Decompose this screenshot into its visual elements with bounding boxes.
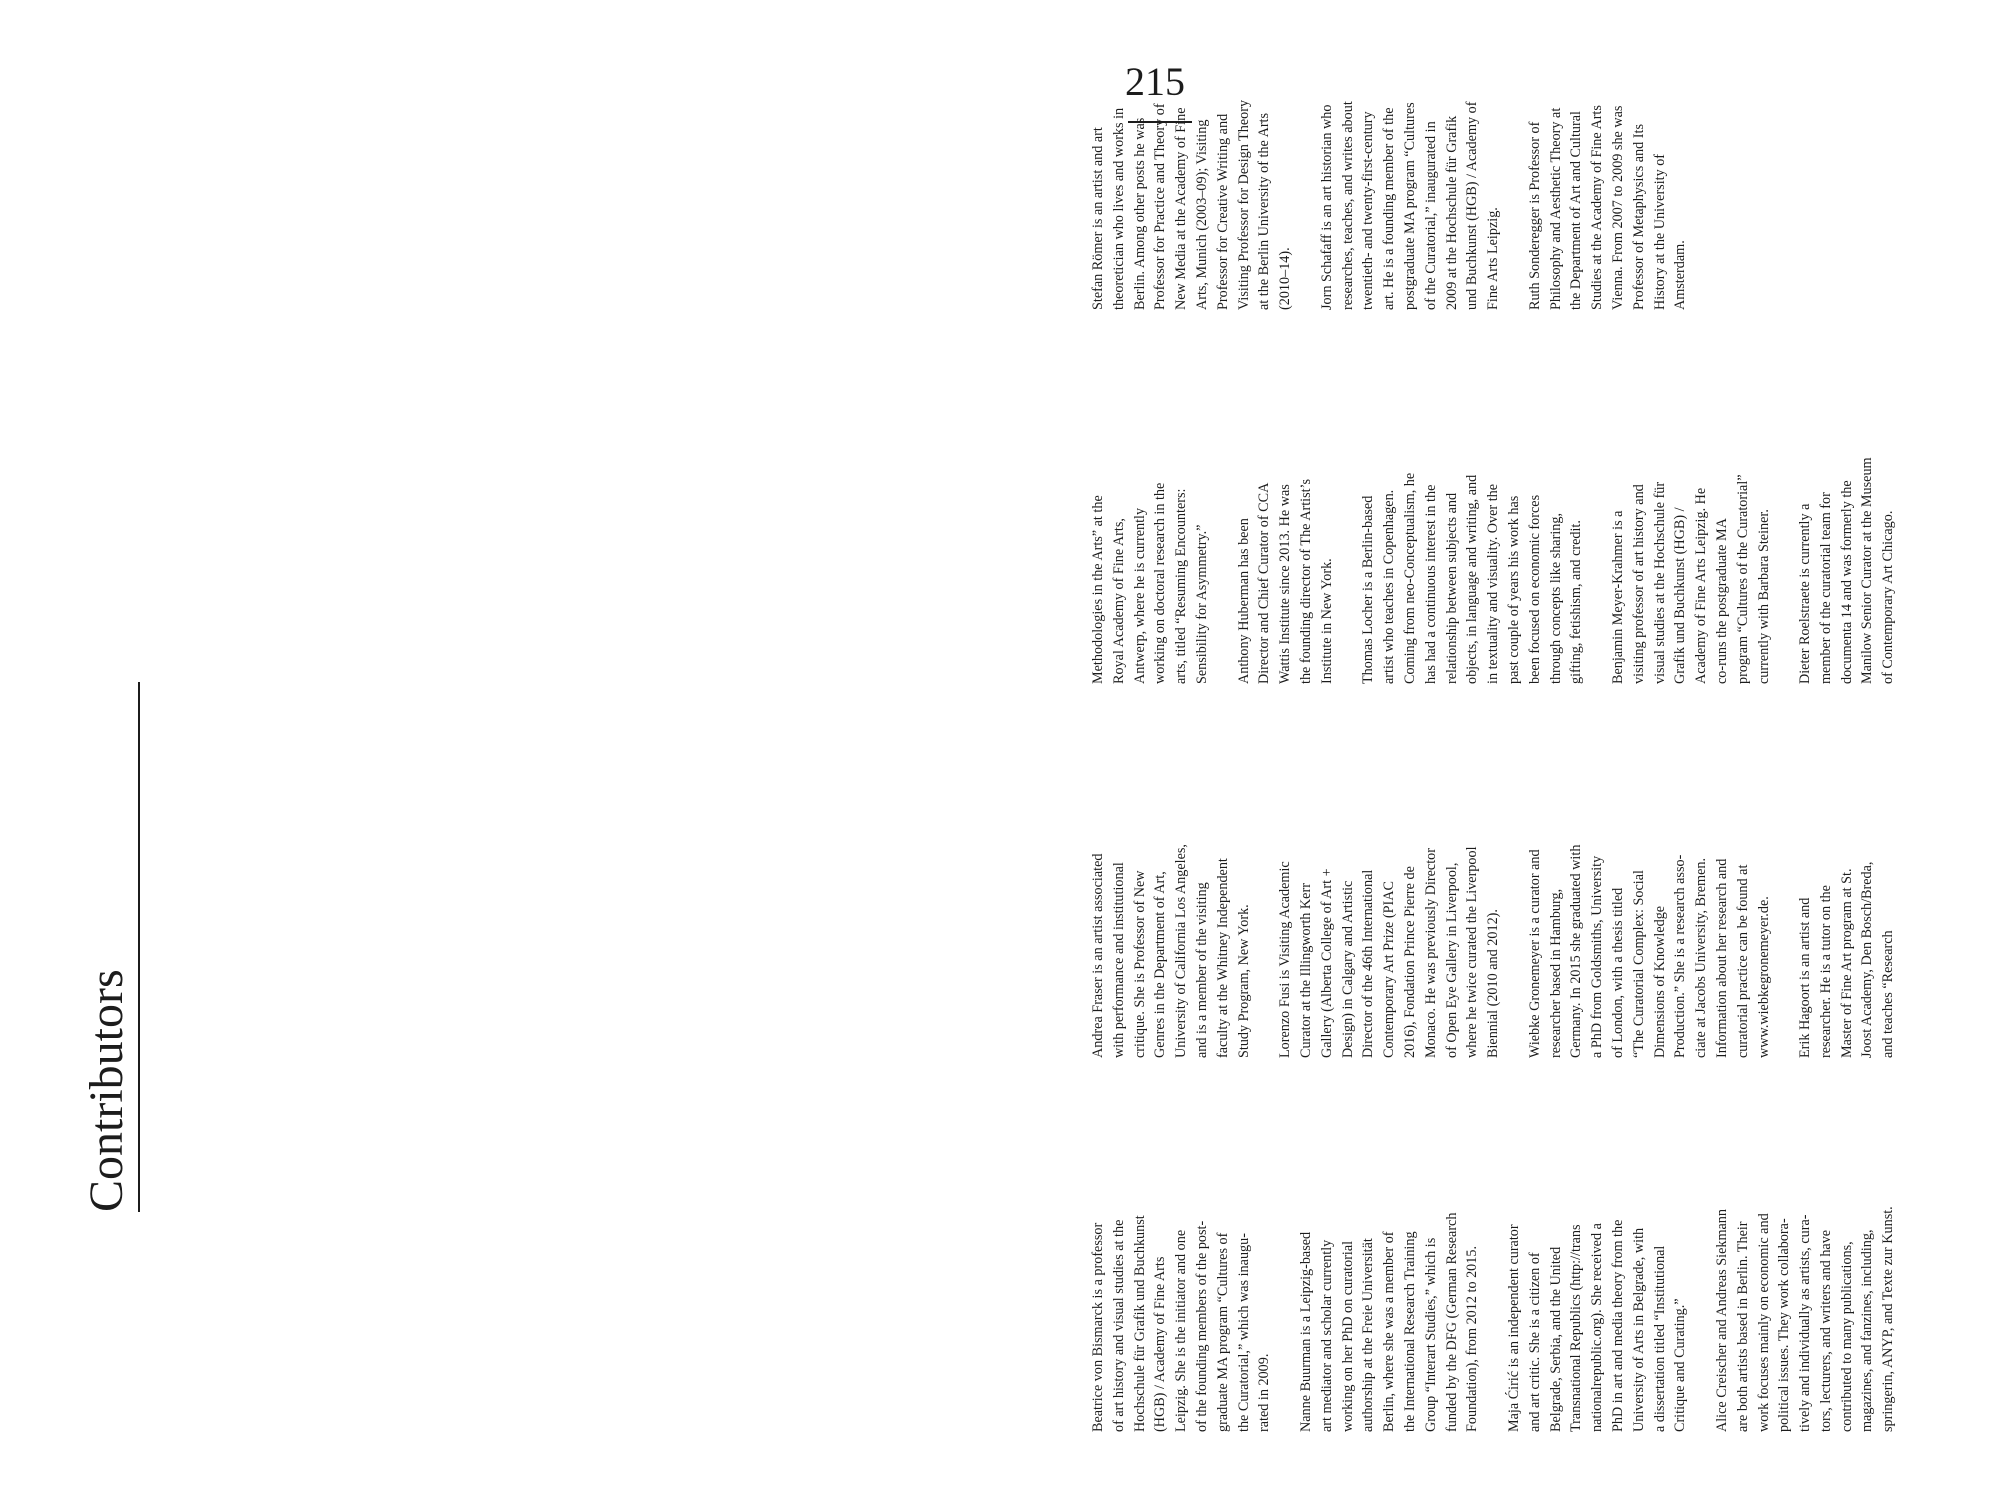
bio-erik-hagoort-continued: Methodologies in the Arts” at the Royal Academy of Fine Arts, Antwerp, where he is currently working on doctoral research in the arts, titled “Resuming Encounters: Sensibility for Asymmetry.” <box>1090 482 1210 684</box>
bio-jorn-schafaff: Jorn Schafaff is an art historian who researches, teaches, and writes about twentieth- and twenty-first-century art. He is a founding member of the postgraduate MA program “Cultures of the Curatorial,” inaugurated in 2009 at the Hochschule für Grafik und Buchkunst (HGB) / Academy of Fine Arts Leipzig. <box>1318 101 1502 310</box>
bio-nanne-buurman: Nanne Buurman is a Leipzig-based art mediator and scholar currently working on her PhD on curatorial authorship at the Freie Universität Berlin, where she was a member of the International Research Training Group “Interart Studies,” which is funded by the DFG (German Research Foundation), from 2012 to 2015. <box>1297 1212 1481 1432</box>
text-column-2 <box>1088 688 1899 1058</box>
bio-maja-ciric: Maja Ćirić is an independent curator and art critic. She is a citizen of Belgrade, Serbia, and the United Transnational Republics (http://trans nationalrepublic.org). She received a PhD in art and media theory from the University of Arts in Belgrade, with a dissertation titled “Institutional Critique and Curating.” <box>1505 1219 1689 1432</box>
text-column-1 <box>1088 1062 1899 1432</box>
bio-stefan-romer: Stefan Römer is an artist and art theoretician who lives and works in Berlin. Among other posts he was Professor for Practice and Theory of New Media at the Academy of Fine Arts, Munich (2003–09); Visiting Professor for Creative Writing and Visiting Professor for Design Theory at the Berlin University of the Arts (2010–14). <box>1090 99 1294 310</box>
bio-wiebke-gronemeyer: Wiebke Gronemeyer is a curator and researcher based in Hamburg, Germany. In 2015 she graduated with a PhD from Goldsmiths, University of London, with a thesis titled “The Curatorial Complex: Social Dimensions of Knowledge Production.” She is a research asso- ciate at Jacobs University, Bremen. Information about her research and curatorial practice can be found at www.wiebkegronemeyer.de. <box>1526 844 1772 1058</box>
bio-anthony-huberman: Anthony Huberman has been Director and Chief Curator of CCA Wattis Institute since 2013. He was the founding director of The Artist’s Institute in New York. <box>1235 478 1335 684</box>
bio-ruth-sonderegger: Ruth Sonderegger is Professor of Philosophy and Aesthetic Theory at the Department of Art and Cultural Studies at the Academy of Fine Arts Vienna. From 2007 to 2009 she was Professor of Metaphysics and Its History at the University of Amsterdam. <box>1526 105 1689 310</box>
bio-andrea-fraser: Andrea Fraser is an artist associated with performance and institutional critique. She is Professor of New Genres in the Department of Art, University of California Los Angeles, and is a member of the visiting faculty at the Whitney Independent Study Program, New York. <box>1090 844 1252 1058</box>
bio-lorenzo-fusi: Lorenzo Fusi is Visiting Academic Curator at the Illingworth Kerr Gallery (Alberta College of Art + Design) in Calgary and Artistic Director of the 46th International Contemporary Art Prize (PIAC 2016), Fondation Prince Pierre de Monaco. He was previously Director of Open Eye Gallery in Liverpool, where he twice curated the Liverpool Biennial (2010 and 2012). <box>1277 846 1502 1058</box>
text-column-4 <box>1088 0 1691 310</box>
text-column-3 <box>1088 314 1899 684</box>
section-title: Contributors <box>80 682 140 1212</box>
page-number: 215 <box>1125 59 1185 104</box>
bio-creischer-siekmann: Alice Creischer and Andreas Siekmann are both artists based in Berlin. Their work focuses mainly on economic and political issues. They work collabora- tively and individually as artists, cura- tors, lecturers, and writers and have contributed to many publications, magazines, and fanzines, including, springerin, ANYP, and Texte zur Kunst. <box>1713 1206 1897 1432</box>
bio-beatrice-von-bismarck: Beatrice von Bismarck is a professor of art history and visual studies at the Hochschule für Grafik und Buchkunst (HGB) / Academy of Fine Arts Leipzig. She is the initiator and one of the founding members of the post- graduate MA program “Cultures of the Curatorial,” which was inaugu- rated in 2009. <box>1090 1215 1273 1432</box>
bio-benjamin-meyer-krahmer: Benjamin Meyer-Krahmer is a visiting professor of art history and visual studies at the Hochschule für Grafik und Buchkunst (HGB) / Academy of Fine Arts Leipzig. He co-runs the postgraduate MA program “Cultures of the Curatorial” currently with Barbara Steiner. <box>1609 474 1772 684</box>
bio-dieter-roelstraete: Dieter Roelstraete is currently a member of the curatorial team for documenta 14 and was formerly the Manilow Senior Curator at the Museum of Contemporary Art Chicago. <box>1797 457 1897 684</box>
bio-thomas-locher: Thomas Locher is a Berlin-based artist who teaches in Copenhagen. Coming from neo-Conceptualism, he has had a continuous interest in the relationship between subjects and objects, in language and writing, and in textuality and visuality. Over the past couple of years his work has been focused on economic forces through concepts like sharing, gifting, fetishism, and credit. <box>1360 472 1585 684</box>
bio-erik-hagoort: Erik Hagoort is an artist and researcher. He is a tutor on the Master of Fine Art program at St. Joost Academy, Den Bosch/Breda, and teaches “Research <box>1797 861 1897 1058</box>
